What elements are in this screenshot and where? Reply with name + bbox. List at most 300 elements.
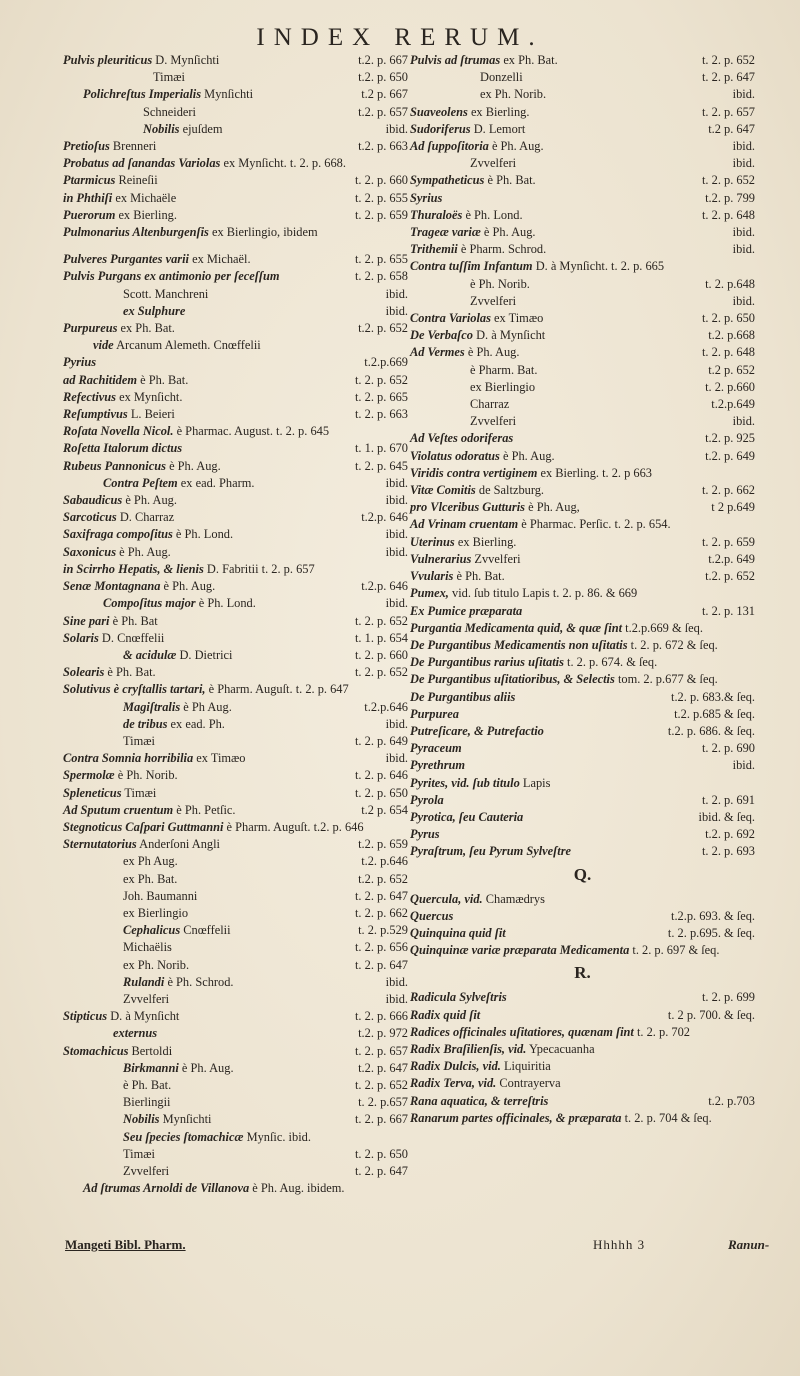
index-entry [63,991,408,1008]
entry-page-ref: ibid. [385,121,408,136]
index-entry [63,155,408,172]
page-header: INDEX RERUM. [256,24,544,51]
index-entry [410,327,755,344]
entry-label [93,337,261,354]
entry-label [410,706,459,723]
entry-label [123,1094,171,1111]
entry-label [63,613,158,630]
entry-term: Pulvis pleuriticus [63,53,153,67]
entry-text: è Ph. Aug. [169,458,221,473]
entry-label [410,104,529,121]
entry-label [123,991,169,1008]
entry-text: Anderſoni Angli [139,837,221,852]
index-entry [410,310,755,327]
section-letter: Q. [573,864,592,884]
entry-page-ref: t. 2. p.657 [358,1095,408,1110]
index-entry [63,578,408,595]
entry-page-ref: t. 2. p. 645 [354,458,408,473]
entry-label [410,517,671,531]
index-entry [410,362,755,379]
entry-text: è Ph. Lond. [465,207,523,222]
index-entry [63,871,408,888]
entry-term: externus [113,1026,158,1041]
entry-page-ref: t.2. p. 652 [358,321,408,336]
entry-text: Zvvelferi [123,991,170,1006]
entry-page-ref: t.2.p. 649 [708,551,755,566]
entry-page-ref: t.2. p. 667 [358,53,408,67]
entry-term: Ad Vermes [410,345,465,360]
entry-term: Ex Pumice præparata [410,603,523,618]
entry-page-ref: ibid. [385,544,408,559]
entry-text: Zvvelferi [470,293,517,308]
entry-term: Radix Terva, vid. [410,1076,497,1091]
entry-term: Ad Veſtes odoriferas [410,431,514,446]
entry-page-ref: t.2. p.668 [708,328,755,343]
index-entry [410,293,755,310]
index-entry [63,440,408,457]
index-entry [410,258,755,275]
index-entry [410,942,755,959]
entry-label [410,775,550,792]
entry-label [410,448,555,465]
entry-text: è Ph. Aug. [467,345,520,360]
entry-text: Reineſii [118,173,158,188]
entry-label [123,957,189,974]
entry-text: è Ph. Aug. [483,225,536,240]
entry-page-ref: ibid. & ſeq. [698,809,755,824]
entry-text: Timæi [153,70,185,85]
entry-term: De Verbaſco [410,328,473,343]
entry-page-ref: t. 2. p. 690 [701,741,755,756]
index-entry [63,1025,408,1042]
entry-term: Viridis contra vertiginem [410,465,538,480]
entry-label [410,585,637,602]
entry-page-ref: t. 2. p. 655 [354,190,408,205]
entry-label [63,561,315,578]
entry-label [410,723,544,740]
entry-term: & acidulæ [123,647,177,662]
entry-page-ref: ibid. [385,527,408,542]
entry-label [63,207,177,224]
entry-term: Purgantia Medicamenta quid, & quæ ſint [410,620,623,635]
index-entry [410,603,755,620]
entry-label [470,155,516,172]
entry-page-ref: ibid. [385,475,408,490]
entry-term: Pulvis Purgans ex antimonio per ſeceſſum [63,269,280,284]
entry-term: Pyrus [410,827,440,842]
entry-label [123,905,188,922]
entry-label [63,268,280,285]
entry-text: è Pharm. Schrod. [460,242,547,257]
entry-text: ex Ph. Bat. [123,871,178,886]
entry-term: Nobilis [143,121,180,136]
entry-label [63,190,176,207]
entry-text: ex Mynſicht. t. 2. p. 668. [223,156,346,171]
entry-label [123,1129,311,1146]
index-entry [410,792,755,809]
entry-term: Solutivus è cryſtallis tartari, [63,682,206,697]
entry-term: Sabaudicus [63,493,123,508]
entry-text: ex Ph. Bat. [503,53,558,67]
entry-label [153,69,185,86]
entry-text: è Ph. Aug. [125,493,177,508]
entry-term: Radicula Sylveſtris [410,990,507,1005]
entry-page-ref: t. 2. p. 662 [701,483,755,498]
entry-label [410,638,718,652]
entry-page-ref: t.2 p. 667 [361,87,408,102]
entry-label [63,251,251,268]
index-entry [63,526,408,543]
index-entry [63,974,408,991]
entry-term: Solaris [63,630,99,645]
entry-label [123,1146,155,1163]
index-entry [410,69,755,86]
index-entry [410,379,755,396]
entry-page-ref: t. 2. p. 660 [354,647,408,662]
entry-label [63,424,329,438]
entry-text: t. 2. p. 672 & ſeq. [630,637,718,652]
entry-term: Pretioſus [63,139,110,154]
index-entry [63,905,408,922]
index-entry [63,1094,408,1111]
entry-page-ref: t.2. p. 652 [705,569,755,584]
index-entry [410,138,755,155]
entry-page-ref: t. 2. p. 658 [354,269,408,284]
entry-label [63,544,171,561]
index-entry [63,853,408,870]
entry-text: D. Charraz [119,510,175,525]
index-entry [63,423,408,440]
entry-text: Timæi [124,785,157,800]
entry-text: vid. ſub titulo Lapis t. 2. p. 86. & 669 [452,586,638,601]
entry-label [410,1041,595,1058]
entry-term: Sternutatorius [63,837,137,852]
index-entry [63,303,408,320]
index-entry [410,989,755,1006]
index-entry [63,544,408,561]
entry-label [123,647,232,664]
index-entry [410,241,755,258]
entry-label [103,475,254,492]
index-entry [63,836,408,853]
index-entry [410,757,755,774]
entry-text: D. Fabritii t. 2. p. 657 [206,561,315,576]
right-index-column [410,52,755,1127]
entry-term: Purpurea [410,706,459,721]
entry-term: Suaveolens [410,104,468,119]
entry-text: è Ph. Bat. [487,173,536,188]
entry-label [410,1075,561,1092]
entry-text: D. à Mynſicht [110,1009,180,1024]
entry-term: Seu ſpecies ſtomachicæ [123,1129,244,1144]
entry-label [410,792,444,809]
entry-term: Radix Braſilienſis, vid. [410,1041,527,1056]
entry-label [143,121,223,138]
index-entry [63,802,408,819]
entry-text: Timæi [123,1146,155,1161]
index-entry [410,344,755,361]
entry-term: Spleneticus [63,785,122,800]
index-entry [410,448,755,465]
entry-text: ex Ph. Bat. [120,321,175,336]
entry-term: Sine pari [63,613,110,628]
index-entry [410,276,755,293]
index-entry [410,620,755,637]
entry-page-ref: t. 2. p. 663 [354,407,408,422]
entry-text: è Ph. Petſic. [176,802,236,817]
entry-text: D. Lemort [473,121,526,136]
entry-page-ref: t.2 p. 654 [361,802,408,817]
entry-term: Uterinus [410,534,455,549]
entry-text: Charraz [470,397,510,412]
index-entry [410,740,755,757]
entry-term: de tribus [123,716,168,731]
entry-text: è Ph. Norib. [470,276,530,291]
entry-page-ref: ibid. [732,156,755,171]
entry-page-ref: t. 2. p. 131 [701,603,755,618]
entry-term: Radices officinales uſitatiores, quænam ſint [410,1024,634,1039]
entry-text: L. Beieri [130,407,175,422]
index-entry [63,1180,408,1197]
index-entry [63,1111,408,1128]
entry-label [410,551,521,568]
entry-label [63,138,156,155]
entry-term: Trithemii [410,242,458,257]
entry-label [410,310,543,327]
entry-text: ex Mynſicht. [119,389,183,404]
index-entry [63,767,408,784]
entry-term: Pyraſtrum, ſeu Pyrum Sylveſtre [410,844,572,859]
index-entry [63,372,408,389]
index-entry [410,465,755,482]
index-entry [63,1146,408,1163]
entry-label [410,1007,480,1024]
entry-page-ref: t.2.p.649 [711,397,755,412]
entry-text: è Ph. Norib. [117,768,178,783]
index-entry [410,1058,755,1075]
index-entry [63,251,408,268]
index-entry [63,939,408,956]
entry-label [410,568,505,585]
entry-term: Ad ſtrumas Arnoldi de Villanova [83,1181,250,1196]
index-entry [63,286,408,303]
entry-page-ref: t. 2. p. 650 [354,785,408,800]
entry-page-ref: t.2. p. 686. & ſeq. [667,723,755,738]
entry-text: è Ph. Bat. [140,372,189,387]
index-entry [63,1077,408,1094]
entry-term: De Purgantibus uſitatioribus, & Selectis [410,672,615,687]
index-entry [63,475,408,492]
index-entry [410,826,755,843]
entry-text: Zvvelferi [474,551,521,566]
index-entry [63,595,408,612]
index-entry [63,630,408,647]
index-entry [63,69,408,86]
index-entry [410,1093,755,1110]
entry-label [470,362,537,379]
entry-page-ref: t.2.p.669 [364,355,408,370]
entry-term: Pyrius [63,355,97,370]
entry-text: ex Bierlingio [123,905,189,920]
entry-page-ref: t.2 p. 652 [708,362,755,377]
entry-term: Quinquina quid ſit [410,925,506,940]
entry-label [63,767,178,784]
entry-label [123,303,185,320]
entry-page-ref: t. 2. p.648 [705,276,755,291]
entry-text: è Ph. Lond. [175,527,234,542]
entry-term: Solearis [63,665,105,680]
entry-text: ex Michaële [115,190,177,205]
entry-page-ref: t.2. p. 657 [358,104,408,119]
entry-page-ref: t. 2. p. 652 [701,53,755,67]
entry-text: ex ead. Pharm. [180,475,255,490]
index-entry [410,706,755,723]
entry-page-ref: t. 1. p. 670 [354,441,408,456]
entry-term: Trageæ variæ [410,225,481,240]
entry-text: Timæi [123,733,155,748]
entry-text: Mynſichti [162,1112,212,1127]
entry-page-ref: ibid. [385,286,408,301]
index-entry [410,551,755,568]
entry-page-ref: t.2.p.646 [364,699,408,714]
entry-text: è Ph. Aug. [181,1060,234,1075]
entry-text: Donzelli [480,70,523,85]
entry-page-ref: ibid. [732,87,755,102]
entry-label [123,699,232,716]
entry-term: Contra Variolas [410,311,491,326]
entry-label [63,1043,172,1060]
entry-text: D. Dietrici [179,647,233,662]
entry-label [410,809,523,826]
index-entry [410,925,755,942]
entry-term: in Scirrho Hepatis, & lienis [63,561,204,576]
entry-text: Joh. Baumanni [123,888,198,903]
entry-label [63,406,175,423]
entry-label [63,509,174,526]
footer-catchword-source: Mangeti Bibl. Pharm. [65,1237,186,1252]
entry-term: vide [93,338,114,353]
entry-label [63,820,364,834]
index-entry [63,406,408,423]
entry-term: Reſumptivus [63,407,128,422]
entry-label [410,1093,548,1110]
entry-page-ref: t. 2. p. 659 [354,207,408,222]
section-letter: R. [574,963,591,983]
entry-text: è Ph. Aug. [163,579,216,594]
index-entry [63,337,408,354]
entry-label [410,891,545,908]
index-entry [63,819,408,836]
entry-page-ref: t. 2. p. 665 [354,389,408,404]
entry-term: ad Rachitidem [63,372,137,387]
entry-text: è Ph. Lond. [198,596,256,611]
entry-text: Bierlingii [123,1095,171,1110]
entry-text: t. 2. p. 697 & ſeq. [632,943,720,958]
entry-label [410,207,523,224]
entry-label [410,138,544,155]
entry-term: Roſetta Italorum dictus [63,441,183,456]
entry-term: Saxonicus [63,544,117,559]
entry-label [410,1024,690,1041]
entry-page-ref: ibid. [385,303,408,318]
index-entry [410,224,755,241]
index-entry [410,1007,755,1024]
entry-label [143,104,196,121]
index-entry [63,224,408,241]
entry-label [63,630,164,647]
entry-page-ref: t.2.p. 693. & ſeq. [671,908,755,923]
entry-page-ref: t. 2 p. 700. & ſeq. [667,1007,755,1022]
entry-text: ex Timæo [494,311,544,326]
entry-label [410,925,506,942]
entry-text: ejuſdem [182,121,223,136]
entry-term: ex Sulphure [123,303,186,318]
entry-page-ref: t. 2. p. 655 [354,252,408,267]
index-entry [63,716,408,733]
index-entry [410,155,755,172]
entry-page-ref: t.2. p. 683.& ſeq. [671,689,755,704]
entry-label [123,888,197,905]
index-entry [63,121,408,138]
entry-term: Nobilis [123,1112,160,1127]
entry-term: Polichreſtus Imperialis [83,87,202,102]
entry-term: Quercula, vid. [410,891,483,906]
entry-label [410,534,516,551]
entry-label [63,172,158,189]
index-entry [410,1024,755,1041]
entry-label [410,740,462,757]
entry-label [410,943,719,957]
entry-label [123,922,231,939]
entry-term: Birkmanni [123,1060,179,1075]
index-entry [410,1041,755,1058]
index-entry [410,430,755,447]
index-entry [410,891,755,908]
entry-label [103,595,256,612]
index-entry [410,689,755,706]
entry-term: Sympatheticus [410,173,485,188]
entry-page-ref: t. 2. p. 657 [701,104,755,119]
index-entry [63,86,408,103]
entry-text: Scott. Manchreni [123,286,209,301]
entry-label [480,69,523,86]
entry-text: Ypecacuanha [528,1041,595,1056]
entry-page-ref: t.2. p. 650 [358,70,408,85]
index-entry [410,843,755,860]
entry-text: ex Bierlingio [470,379,536,394]
entry-text: D. à Mynſicht [476,328,546,343]
entry-term: Senæ Montagnana [63,579,161,594]
entry-label [410,190,442,207]
entry-text: è Ph. Bat. [123,1077,172,1092]
index-entry [410,568,755,585]
entry-page-ref: t. 2. p. 656 [354,940,408,955]
index-entry [410,671,755,688]
entry-page-ref: t. 2. p. 646 [354,768,408,783]
entry-term: Pyrethrum [410,758,466,773]
entry-text: è Ph. Aug. [491,139,544,154]
entry-page-ref: ibid. [732,293,755,308]
index-entry [410,775,755,792]
entry-text: Mynſic. ibid. [246,1129,311,1144]
index-entry [63,138,408,155]
entry-page-ref: ibid. [385,716,408,731]
entry-term: Contra tuſſim Infantum [410,259,533,274]
index-entry [410,1110,755,1127]
entry-term: Quercus [410,908,454,923]
entry-page-ref: ibid. [732,414,755,429]
entry-term: De Purgantibus Medicamentis non uſitatis [410,637,628,652]
